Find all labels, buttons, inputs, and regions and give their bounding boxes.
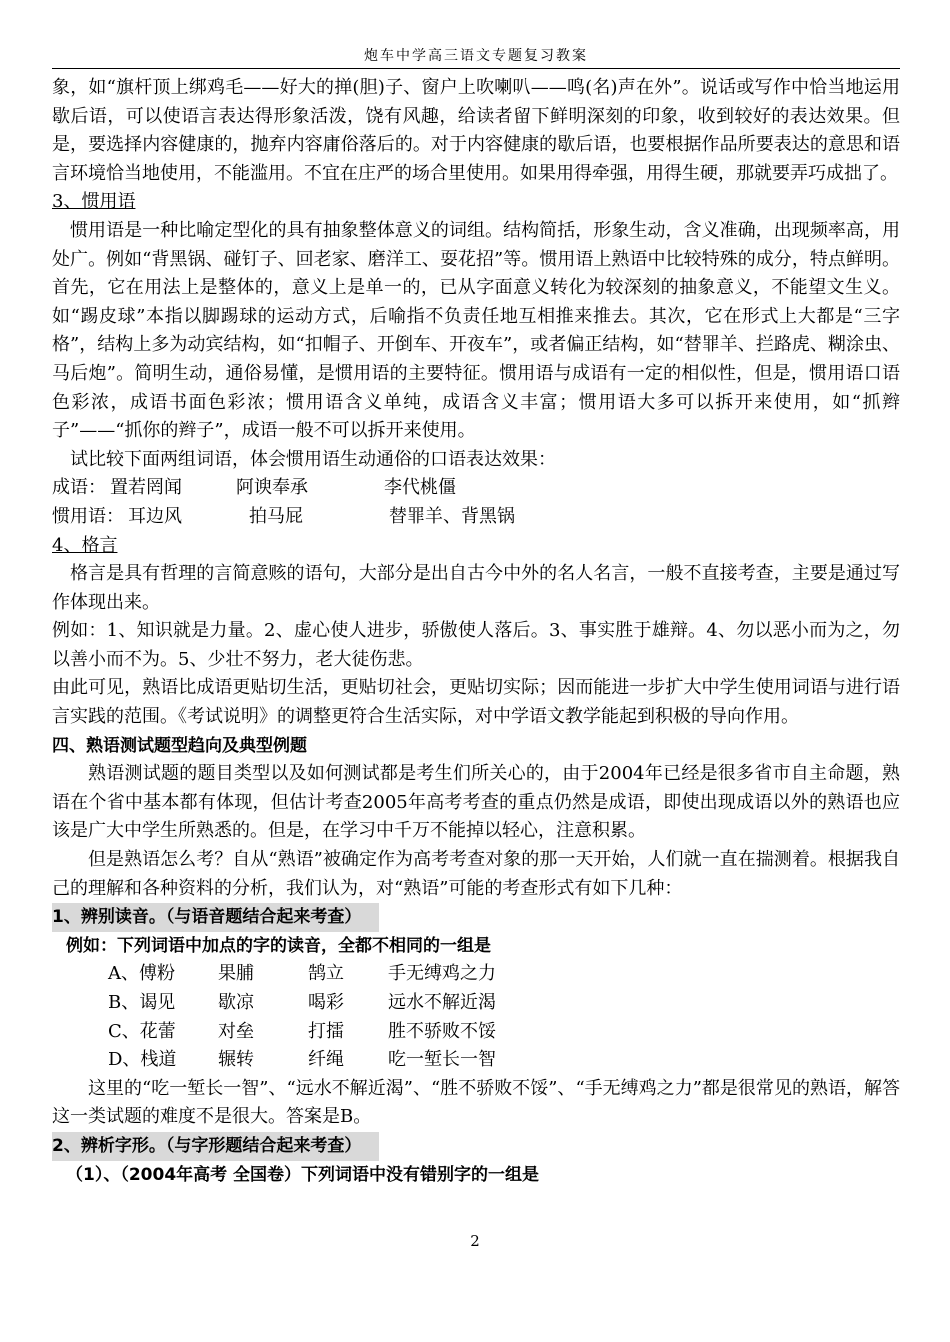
idiom-item: 李代桃僵 — [384, 477, 456, 499]
document-body — [52, 74, 900, 1189]
option-word: 打擂 — [308, 1020, 344, 1042]
option-b — [52, 989, 900, 1018]
row-label: 成语： — [52, 477, 106, 499]
option-word: A、傅粉 — [108, 963, 175, 985]
option-word: 果脯 — [218, 963, 254, 985]
idiom-item: 置若罔闻 — [110, 477, 182, 499]
section-heading — [52, 188, 900, 217]
option-word: 对垒 — [218, 1020, 254, 1042]
heading-text: 4、格言 — [52, 534, 118, 556]
idiom-item: 阿谀奉承 — [236, 477, 308, 499]
option-word: 远水不解近渴 — [388, 992, 496, 1013]
question-stem: 例如：下列词语中加点的字的读音，全都不相同的一组是 — [66, 935, 491, 956]
option-word: 胜不骄败不馁 — [388, 1020, 496, 1042]
question-stem: （1）、（2004年高考 全国卷）下列词语中没有错别字的一组是 — [66, 1164, 540, 1185]
option-word: D、栈道 — [108, 1049, 177, 1071]
question-type-heading — [52, 903, 900, 932]
option-word: 吃一堑长一智 — [388, 1049, 496, 1071]
paragraph: 例如：1、知识就是力量。2、虚心使人进步，骄傲使人落后。3、事实胜于雄辩。4、勿以恶小而为之，勿以善小而不为。5、少壮不努力，老大徒伤悲。 — [52, 620, 900, 670]
option-word: 喝彩 — [308, 992, 344, 1013]
row-label: 惯用语： — [52, 505, 124, 527]
highlighted-heading: 2、辨析字形。（与字形题结合起来考查） — [52, 1132, 379, 1161]
section-heading — [52, 532, 900, 561]
option-d — [52, 1046, 900, 1075]
idiom-item: 拍马屁 — [249, 505, 303, 527]
section-heading: 四、熟语测试题型趋向及典型例题 — [52, 735, 307, 756]
option-c — [52, 1018, 900, 1047]
idiom-row — [52, 503, 900, 532]
option-a — [52, 960, 900, 989]
paragraph: 熟语测试题的题目类型以及如何测试都是考生们所关心的，由于2004年已经是很多省市自主命题，熟语在个省中基本都有体现，但估计考查2005年高考考查的重点仍然是成语，即使出现成语以外的熟语也应该是广大中学生所熟悉的。但是，在学习中千万不能掉以轻心，注意积累。 — [52, 763, 900, 842]
option-word: 辗转 — [218, 1049, 254, 1071]
paragraph: 象，如“旗杆顶上绑鸡毛——好大的掸(胆)子、窗户上吹喇叭——鸣(名)声在外”。说话或写作中恰当地运用歇后语，可以使语言表达得形象活泼，饶有风趣，给读者留下鲜明深刻的印象，收到较好的表达效果。但是，要选择内容健康的，抛弃内容庸俗落后的。对于内容健康的歇后语，也要根据作品所要表达的意思和语言环境恰当地使用，不能滥用。不宜在庄严的场合里使用。如果用得牵强，用得生硬，那就要弄巧成拙了。 — [52, 77, 900, 184]
paragraph: 惯用语是一种比喻定型化的具有抽象整体意义的词组。结构简括，形象生动，含义准确，出现频率高，用处广。例如“背黑锅、碰钉子、回老家、磨洋工、耍花招”等。惯用语上熟语中比较特殊的成分，特点鲜明。首先，它在用法上是整体的，意义上是单一的，已从字面意义转化为较深刻的抽象意义，不能望文生义。如“踢皮球”本指以脚踢球的运动方式，后喻指不负责任地互相推来推去。其次，它在形式上大都是“三字格”，结构上多为动宾结构，如“扣帽子、开倒车、开夜车”，或者偏正结构，如“替罪羊、拦路虎、糊涂虫、马后炮”。简明生动，通俗易懂，是惯用语的主要特征。惯用语与成语有一定的相似性，但是，惯用语口语色彩浓，成语书面色彩浓；惯用语含义单纯，成语含义丰富；惯用语大多可以拆开来使用，如“抓辫子”——“抓你的辫子”，成语一般不可以拆开来使用。 — [52, 219, 900, 442]
paragraph: 由此可见，熟语比成语更贴切生活，更贴切社会，更贴切实际；因而能进一步扩大中学生使用词语与进行语言实践的范围。《考试说明》的调整更符合生活实际，对中学语文教学能起到积极的导向作用。 — [52, 677, 900, 728]
paragraph: 试比较下面两组词语，体会惯用语生动通俗的口语表达效果： — [70, 448, 556, 470]
question-type-heading — [52, 1132, 900, 1161]
paragraph: 格言是具有哲理的言简意赅的语句，大部分是出自古今中外的名人名言，一般不直接考查，主要是通过写作体现出来。 — [52, 563, 900, 613]
option-word: 手无缚鸡之力 — [388, 963, 496, 985]
option-word: 纤绳 — [308, 1049, 344, 1071]
highlighted-heading: 1、辨别读音。（与语音题结合起来考查） — [52, 903, 379, 932]
idiom-item: 耳边风 — [128, 505, 182, 527]
option-word: C、花蕾 — [108, 1020, 176, 1042]
idiom-row — [52, 474, 900, 503]
idiom-item: 替罪羊、背黑锅 — [389, 505, 515, 527]
option-word: B、谒见 — [108, 992, 176, 1013]
page-header: 炮车中学高三语文专题复习教案 — [52, 46, 900, 69]
option-word: 鹄立 — [308, 963, 344, 985]
heading-text: 3、惯用语 — [52, 191, 136, 213]
page-number: 2 — [470, 1232, 480, 1250]
option-word: 歇凉 — [218, 992, 254, 1013]
paragraph: 但是熟语怎么考？自从“熟语”被确定作为高考考查对象的那一天开始，人们就一直在揣测着。根据我自己的理解和各种资料的分析，我们认为，对“熟语”可能的考查形式有如下几种： — [52, 849, 900, 899]
paragraph: 这里的“吃一堑长一智”、“远水不解近渴”、“胜不骄败不馁”、“手无缚鸡之力”都是很常见的熟语，解答这一类试题的难度不是很大。答案是B。 — [52, 1077, 900, 1128]
